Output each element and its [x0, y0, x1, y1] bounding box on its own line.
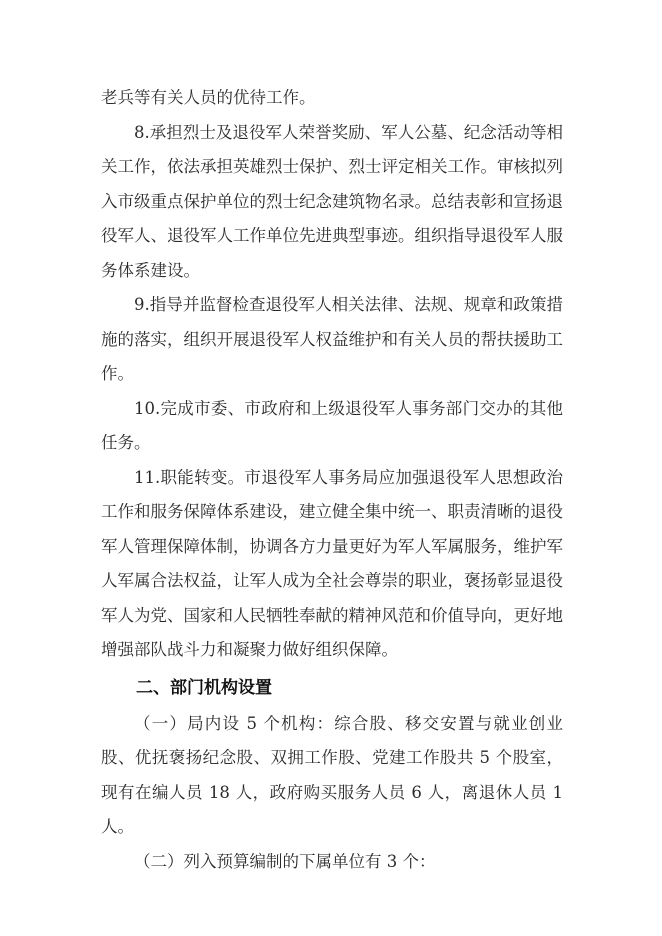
document-page: [101, 81, 563, 879]
paragraph-item-8: 8.承担烈士及退役军人荣誉奖励、军人公墓、纪念活动等相关工作，依法承担英雄烈士保护、烈士评定相关工作。审核拟列入市级重点保护单位的烈士纪念建筑物名录。总结表彰和宣扬退役军人、退役军人工作单位先进典型事迹。组织指导退役军人服务体系建设。: [101, 122, 563, 280]
paragraph-internal-units: （一）局内设 5 个机构：综合股、移交安置与就业创业股、优抚褒扬纪念股、双拥工作股、党建工作股共 5 个股室，现有在编人员 18 人，政府购买服务人员 6 人，离退休人员 1 人。: [101, 713, 563, 836]
paragraph-continuation: 老兵等有关人员的优待工作。: [101, 88, 316, 107]
paragraph-item-9: 9.指导并监督检查退役军人相关法律、法规、规章和政策措施的落实，组织开展退役军人权益维护和有关人员的帮扶援助工作。: [101, 295, 563, 383]
paragraph-item-11: 11.职能转变。市退役军人事务局应加强退役军人思想政治工作和服务保障体系建设，建立健全集中统一、职责清晰的退役军人管理保障体制，协调各方力量更好为军人军属服务，维护军人军属合法权益，让军人成为全社会尊崇的职业，褒扬彰显退役军人为党、国家和人民牺牲奉献的精神风范和价值导向，更好地增强部队战斗力和凝聚力做好组织保障。: [101, 467, 563, 659]
section-heading: 二、部门机构设置: [136, 677, 272, 698]
paragraph-subordinate-units: （二）列入预算编制的下属单位有 3 个：: [134, 851, 436, 871]
paragraph-item-10: 10.完成市委、市政府和上级退役军人事务部门交办的其他任务。: [101, 398, 563, 452]
